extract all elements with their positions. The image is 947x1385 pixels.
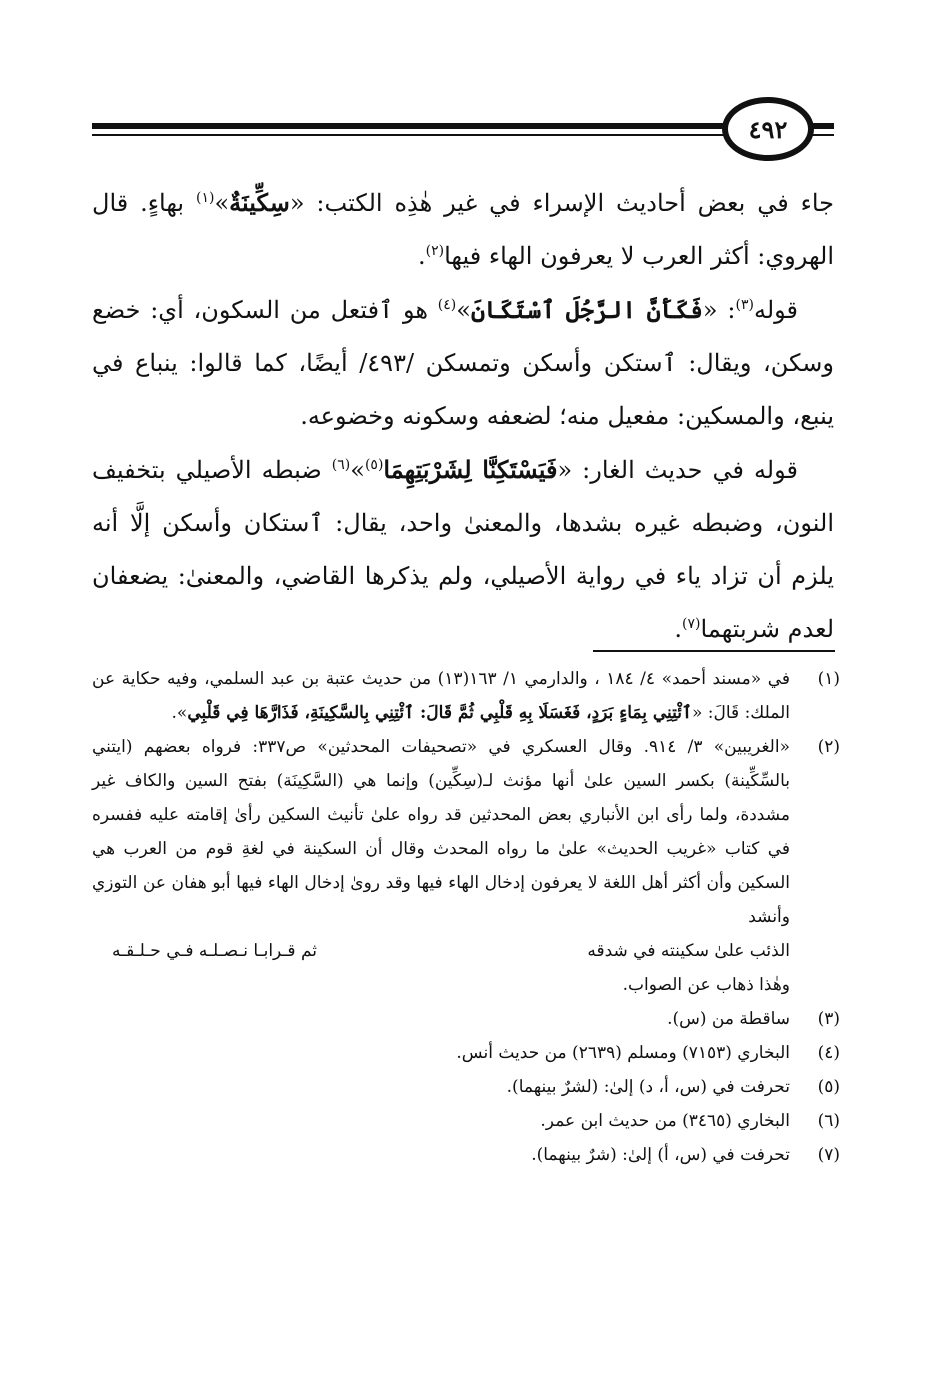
header-rule-thin	[92, 134, 732, 136]
page-number-badge	[722, 97, 814, 161]
footnote-number: (٢)	[817, 737, 840, 757]
footnote-ref: (١)	[195, 190, 215, 206]
header-rule-right-thick	[812, 123, 834, 129]
footnote-text: البخاري (٣٤٦٥) من حديث ابن عمر.	[540, 1111, 790, 1131]
footnote-number: (٧)	[817, 1145, 840, 1165]
footnote-ref: (٤)	[437, 297, 457, 313]
footnote-7	[92, 1138, 840, 1172]
page-number: ٤٩٢	[748, 114, 788, 144]
footnote-6	[92, 1104, 840, 1138]
footnote-4	[92, 1036, 840, 1070]
footnote-2	[92, 730, 840, 1002]
verse-hemistich-right: الذئب علىٰ سكينته في شدقه	[587, 941, 790, 961]
header-rule-right-thin	[812, 134, 834, 136]
quoted-phrase: فَكَأَنَّ الرَّجُلَ ٱسْتَكَانَ	[470, 295, 703, 324]
footnote-ref: (٣)	[735, 297, 754, 313]
footnote-3	[92, 1002, 840, 1036]
footnote-number: (٤)	[817, 1043, 840, 1063]
footnote-text: في «مسند أحمد» ٤/ ١٨٤ ، والدارمي ١/ ١٦٣(١٣) من حديث عتبة بن عبد السلمي، وفيه حكاية عن الملك: قَالَ: «ٱئْتِنِي بِمَاءٍ بَرَدٍ، فَغَسَلَا بِهِ قَلْبِي ثُمَّ قَالَ: ٱئْتِنِي بِالسَّكِينَةِ، فَذَارَّهَا فِي قَلْبِي».	[92, 669, 790, 723]
footnote-1	[92, 662, 840, 730]
verse-hemistich-left: ثم قـرابـا نـصـلـه فـي حـلـقـه	[112, 941, 317, 961]
footnote-number: (١)	[817, 669, 840, 689]
footnote-text: البخاري (٧١٥٣) ومسلم (٢٦٣٩) من حديث أنس.	[456, 1043, 790, 1063]
footnote-ref: (٧)	[682, 616, 701, 632]
footnote-ref: (٦)	[331, 457, 351, 473]
footnote-number: (٥)	[817, 1077, 840, 1097]
quoted-phrase: فَيَسْتَكِنَّا لِشَرْبَتِهِمَا	[383, 455, 558, 484]
footnote-ref: (٥)	[364, 457, 384, 473]
footnote-ref: (٢)	[425, 243, 445, 259]
main-text	[92, 176, 834, 656]
footnote-separator	[593, 650, 835, 652]
footnote-number: (٦)	[817, 1111, 840, 1131]
paragraph-2: قوله$^{(٣)}$: «فَكَأَنَّ الرَّجُلَ ٱسْتَكَانَ»$^{(٤)}$ هو ٱفتعل من السكون، أي: خضع وسكن، ويقال: ٱستكن وأسكن وتمسكن /٤٩٣/ أيضًا، كما قالوا: ينباع في ينبع، والمسكين: مفعيل منه؛ لضعفه وسكونه وخضوعه.	[92, 295, 834, 430]
footnote-5	[92, 1070, 840, 1104]
footnote-text: تحرفت في (س، أ) إلىٰ: (شرٌ بينهما).	[531, 1145, 790, 1165]
footnote-text: «الغريبين» ٣/ ٩١٤. وقال العسكري في «تصحيفات المحدثين» ص٣٣٧: فرواه بعضهم (ايتني بالسِّكِّينة) بكسر السين علىٰ أنها مؤنث لـ(سِكِّين) وإنما هي (السَّكِينَة) بفتح السين والكاف غير مشددة، ولما رأى ابن الأنباري بعض المحدثين قد رواه علىٰ تأنيث السكين رأىٰ إقامته عليه ففسره في كتاب «غريب الحديث» علىٰ ما رواه المحدث وقال أن السكينة في لغةِ قوم من العرب هي السكين وأن أكثر أهل اللغة لا يعرفون إدخال الهاء فيها وقد روىٰ إدخال الهاء فيها أبو هفان عن التوزي وأنشد الذئب علىٰ سكينته في شدقه ثم قـرابـا نـصـلـه فـي حـلـقـه وهٰذا ذهاب عن الصواب.	[92, 737, 790, 995]
page-header	[0, 0, 947, 180]
verse-line	[92, 934, 790, 968]
quoted-hadith: ٱئْتِنِي بِمَاءٍ بَرَدٍ، فَغَسَلَا بِهِ قَلْبِي ثُمَّ قَالَ: ٱئْتِنِي بِالسَّكِينَةِ، فَذَارَّهَا فِي قَلْبِي	[187, 703, 692, 723]
paragraph-3: قوله في حديث الغار: «فَيَسْتَكِنَّا لِشَرْبَتِهِمَا$^{(٥)}$»$^{(٦)}$ ضبطه الأصيلي بتخفيف النون، وضبطه غيره بشدها، والمعنىٰ واحد، يقال: ٱستكان وأسكن إلَّا أنه يلزم أن تزاد ياء في رواية الأصيلي، ولم يذكرها القاضي، والمعنىٰ: يضعفان لعدم شربتهما$^{(٧)}$.	[92, 455, 834, 643]
footnote-number: (٣)	[817, 1009, 840, 1029]
quoted-word: سِكِّينَةٌ	[229, 188, 290, 217]
footnotes	[92, 662, 840, 1172]
paragraph-1: جاء في بعض أحاديث الإسراء في غير هٰذِه الكتب: «سِكِّينَةٌ»$^{(١)}$ بهاءٍ. قال الهروي: أكثر العرب لا يعرفون الهاء فيها$^{(٢)}$.	[92, 188, 835, 270]
header-rule-thick	[92, 123, 732, 129]
footnote-text: تحرفت في (س، أ، د) إلىٰ: (لشرٌ بينهما).	[506, 1077, 790, 1097]
footnote-text: ساقطة من (س).	[667, 1009, 790, 1029]
